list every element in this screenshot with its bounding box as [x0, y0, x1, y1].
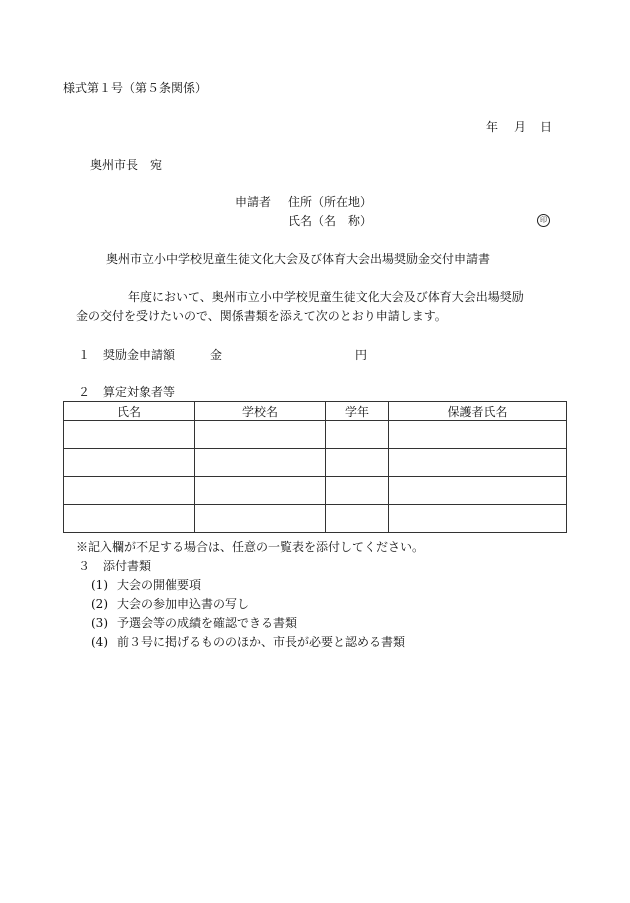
section-1-number: １: [78, 348, 91, 362]
cell-guardian[interactable]: [389, 421, 567, 449]
cell-grade[interactable]: [326, 505, 389, 533]
table-row: [64, 477, 567, 505]
applicant-role: 申請者: [235, 195, 272, 209]
cell-grade[interactable]: [326, 477, 389, 505]
section-1-label: 奨励金申請額: [103, 348, 176, 362]
cell-school[interactable]: [195, 421, 326, 449]
table-row: [64, 449, 567, 477]
date-month: 月: [514, 120, 527, 134]
cell-grade[interactable]: [326, 449, 389, 477]
table-row: [64, 505, 567, 533]
attachment-number: (4): [91, 635, 108, 649]
column-header-grade: 学年: [326, 402, 389, 421]
attachment-text: 前３号に掲げるもののほか、市長が必要と認める書類: [117, 635, 406, 649]
attachment-number: (2): [91, 597, 108, 611]
attachment-text: 予選会等の成績を確認できる書類: [117, 616, 298, 630]
body-line-1: 年度において、奥州市立小中学校児童生徒文化大会及び体育大会出場奨励: [128, 290, 524, 304]
column-header-guardian: 保護者氏名: [389, 402, 567, 421]
cell-grade[interactable]: [326, 421, 389, 449]
document-title: 奥州市立小中学校児童生徒文化大会及び体育大会出場奨励金交付申請書: [106, 252, 491, 266]
target-table: [63, 401, 567, 533]
section-3-label: 添付書類: [103, 559, 152, 573]
body-line-2: 金の交付を受けたいので、関係書類を添えて次のとおり申請します。: [76, 309, 447, 323]
section-2-number: ２: [78, 385, 91, 399]
section-2-label: 算定対象者等: [103, 385, 176, 399]
cell-name[interactable]: [64, 421, 195, 449]
table-note: ※記入欄が不足する場合は、任意の一覧表を添付してください。: [76, 540, 425, 554]
form-number: 様式第１号（第５条関係）: [63, 81, 208, 95]
column-header-school: 学校名: [195, 402, 326, 421]
amount-unit: 円: [355, 348, 368, 362]
applicant-name-label: 氏名（名 称）: [288, 214, 373, 228]
attachment-number: (1): [91, 578, 108, 592]
attachment-number: (3): [91, 616, 108, 630]
cell-school[interactable]: [195, 449, 326, 477]
applicant-address-label: 住所（所在地）: [288, 195, 373, 209]
attachment-text: 大会の開催要項: [117, 578, 202, 592]
cell-guardian[interactable]: [389, 477, 567, 505]
cell-school[interactable]: [195, 477, 326, 505]
date-day: 日: [540, 120, 553, 134]
cell-name[interactable]: [64, 505, 195, 533]
cell-name[interactable]: [64, 449, 195, 477]
cell-guardian[interactable]: [389, 449, 567, 477]
section-3-number: ３: [78, 559, 91, 573]
table-row: [64, 421, 567, 449]
table-header-row: [64, 402, 567, 421]
cell-school[interactable]: [195, 505, 326, 533]
date-year: 年: [486, 120, 499, 134]
column-header-name: 氏名: [64, 402, 195, 421]
cell-guardian[interactable]: [389, 505, 567, 533]
seal-mark: 印: [537, 214, 550, 227]
amount-prefix: 金: [210, 348, 223, 362]
attachment-text: 大会の参加申込書の写し: [117, 597, 250, 611]
addressee: 奥州市長 宛: [90, 158, 163, 172]
cell-name[interactable]: [64, 477, 195, 505]
